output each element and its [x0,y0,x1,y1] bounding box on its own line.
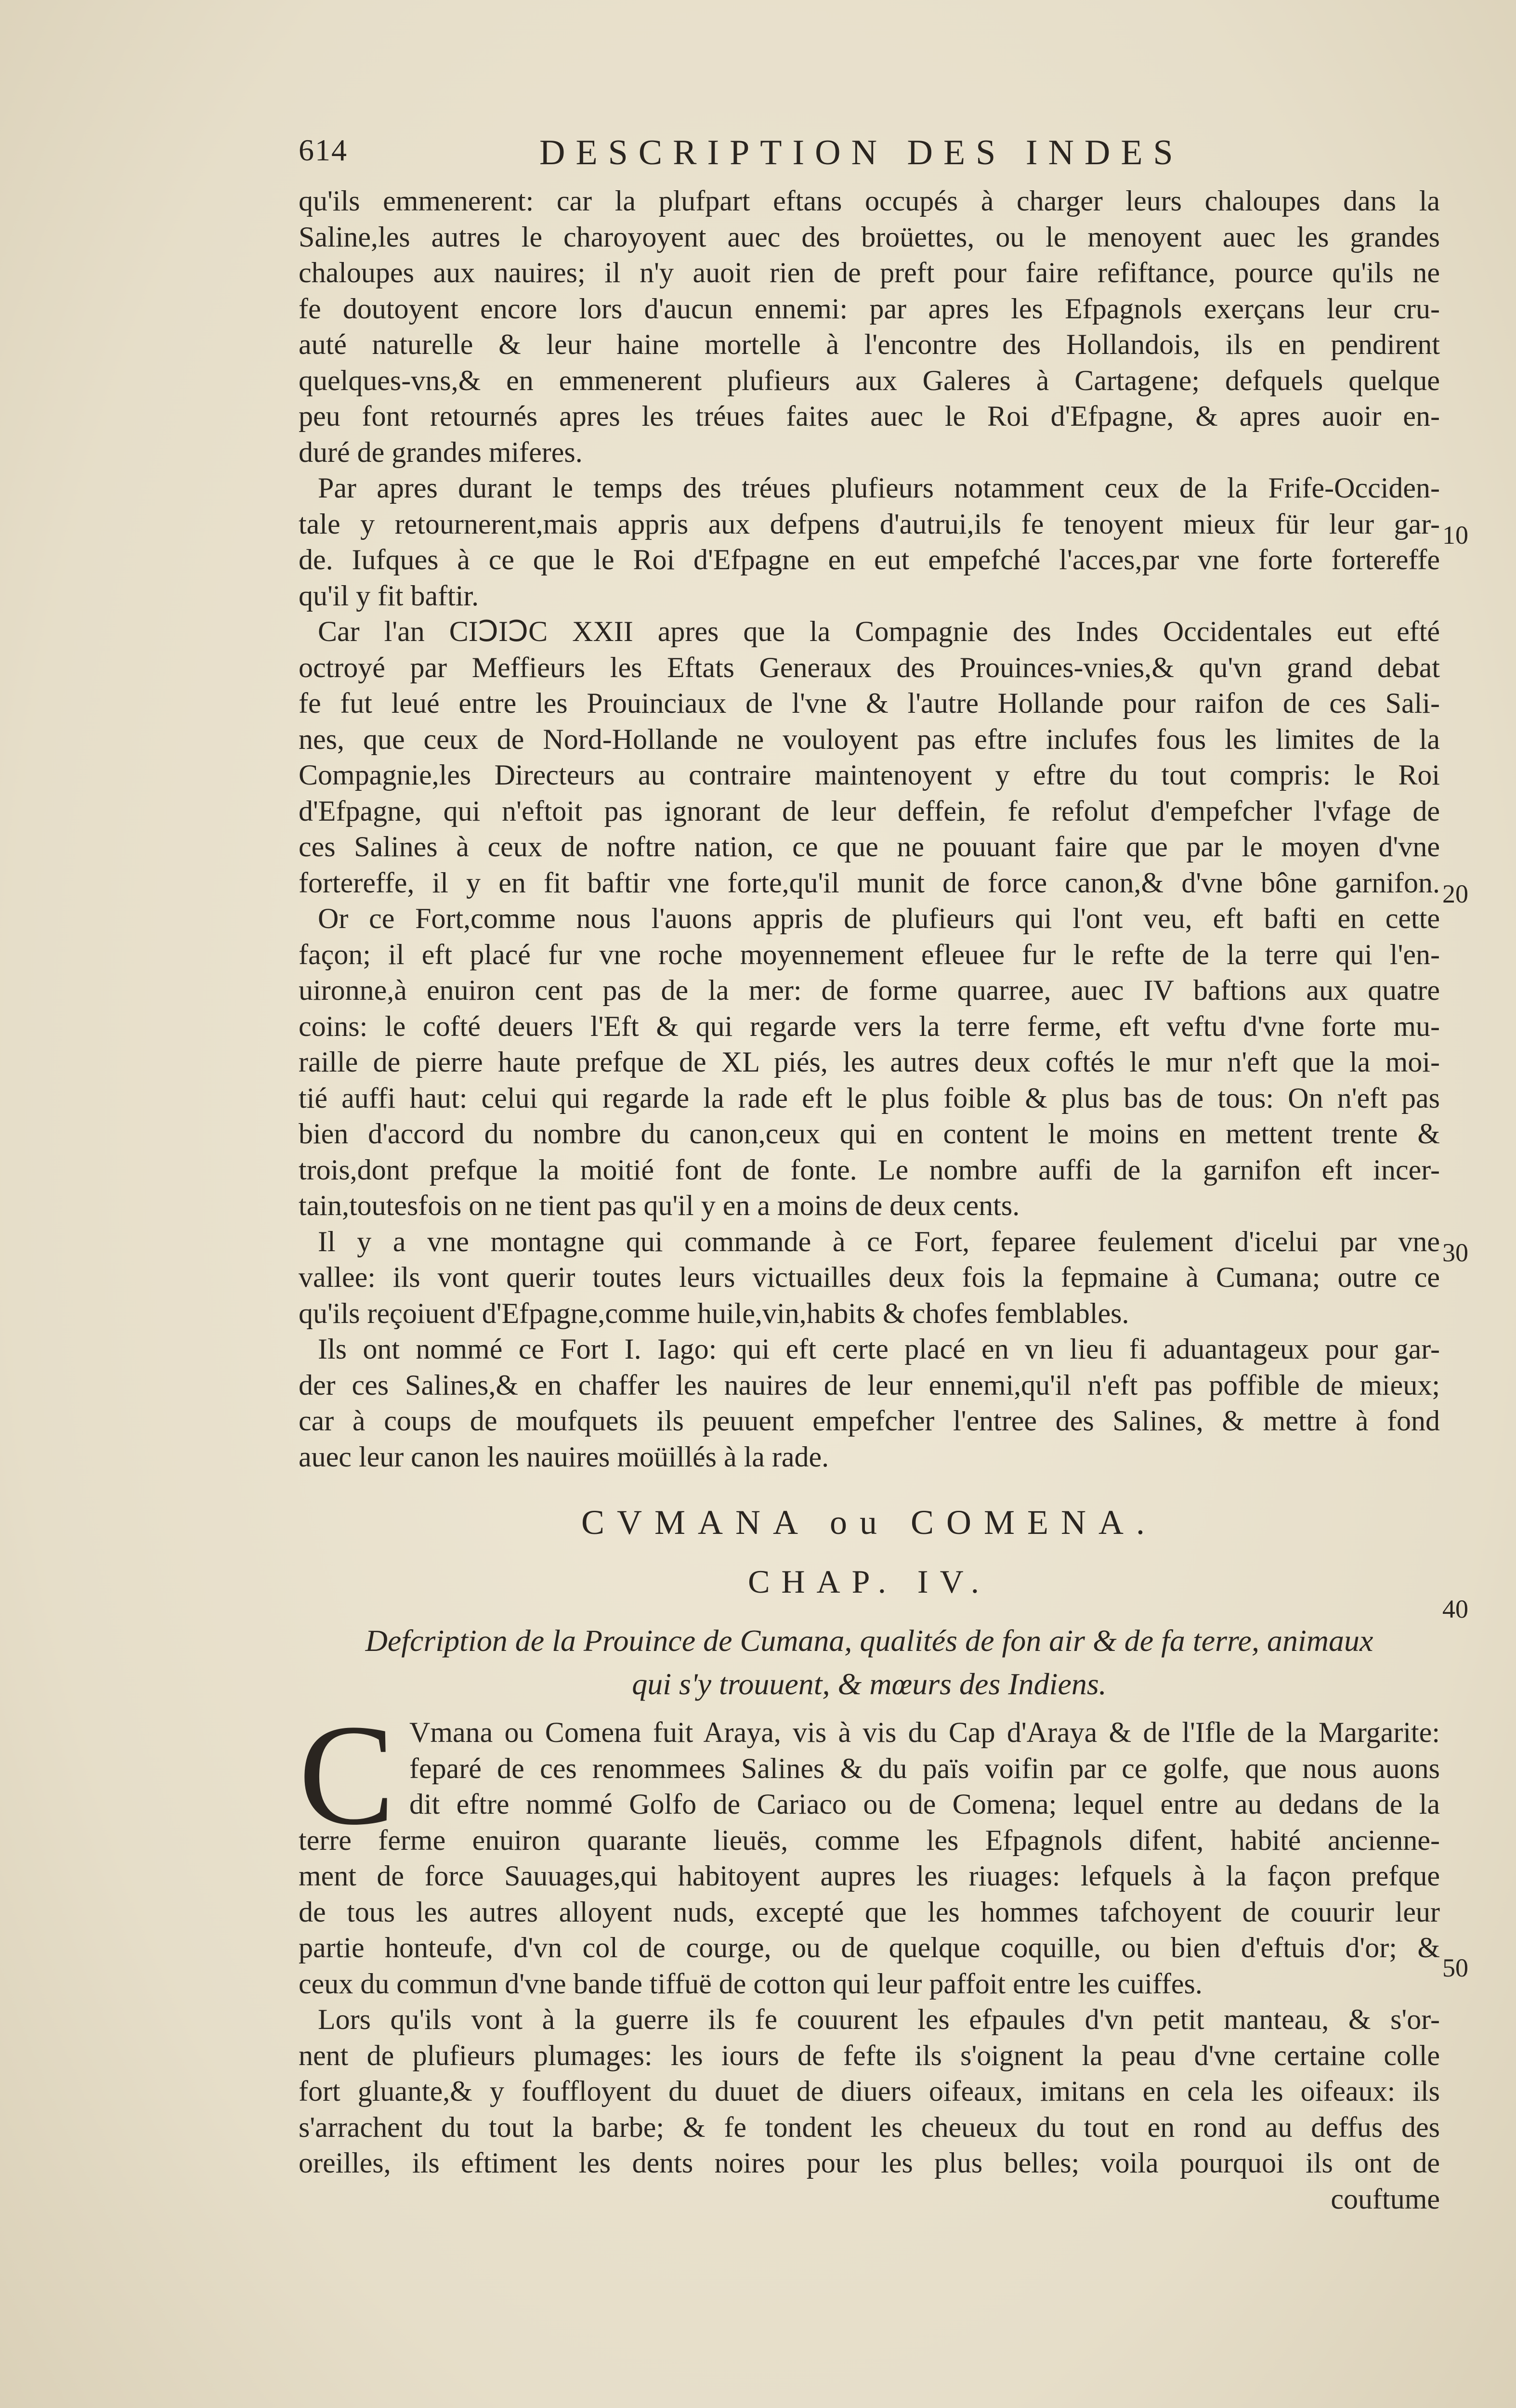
text-line: Saline,les autres le charoyoyent auec des broüettes, ou le menoyent auec les grandes [299,221,1440,253]
text-line: dit eftre nommé Golfo de Cariaco ou de Comena; lequel entre au dedans de la [409,1788,1440,1820]
text-line: d'Efpagne, qui n'eftoit pas ignorant de leur deffein, fe refolut d'empefcher l'vfage de [299,795,1440,827]
text-line: qu'ils reçoiuent d'Efpagne,comme huile,vin,habits & chofes femblables. [299,1297,1129,1329]
chapter-number: CHAP. IV. [748,1563,991,1600]
text-line: fe doutoyent encore lors d'aucun ennemi: par apres les Efpagnols exerçans leur cru- [299,292,1440,325]
chapter-subtitle: qui s'y trouuent, & mœurs des Indiens. [632,1667,1107,1701]
margin-line-number: 20 [1442,879,1468,908]
text-line: ces Salines à ceux de noftre nation, ce que ne pouuant faire que par le moyen d'vne [299,831,1440,863]
text-line: façon; il eft placé fur vne roche moyennement efleuee fur le refte de la terre qui l'en- [299,938,1440,970]
drop-capital: C [299,1695,395,1855]
section1-text [299,183,1440,1475]
text-line: car à coups de moufquets ils peuuent empefcher l'entree des Salines, & mettre à fond [299,1405,1440,1437]
text-line: tale y retournerent,mais appris aux defpens d'autrui,ils fe tenoyent mieux für leur gar- [299,508,1440,540]
folio-number: 614 [299,133,348,167]
margin-line-number: 10 [1442,521,1468,550]
text-line: oreilles, ils eftiment les dents noires pour les plus belles; voila pourquoi ils ont de [299,2147,1440,2179]
text-line: terre ferme enuiron quarante lieuës, comme les Efpagnols difent, habité ancienne- [299,1824,1440,1856]
text-line: de tous les autres alloyent nuds, excepté que les hommes tafchoyent de couurir leur [299,1896,1440,1928]
text-line: Car l'an CIↃIↃC XXII apres que la Compagnie des Indes Occidentales eut efté [318,615,1440,647]
text-line: tain,toutesfois on ne tient pas qu'il y en a moins de deux cents. [299,1190,1020,1221]
text-line: Il y a vne montagne qui commande à ce Fort, feparee feulement d'icelui par vne [318,1225,1440,1257]
text-line: Compagnie,les Directeurs au contraire maintenoyent y eftre du tout compris: le Roi [299,759,1440,791]
text-line: tié auffi haut: celui qui regarde la rade eft le plus foible & plus bas de tous: On n'eft pas [299,1082,1440,1114]
text-line: coins: le cofté deuers l'Eft & qui regarde vers la terre ferme, eft veftu d'vne forte mu- [299,1010,1440,1042]
text-line: Ils ont nommé ce Fort I. Iago: qui eft certe placé en vn lieu fi aduantageux pour gar- [318,1333,1440,1365]
text-line: ceux du commun d'vne bande tiffuë de cotton qui leur paffoit entre les cuiffes. [299,1967,1202,2000]
text-line: s'arrachent du tout la barbe; & fe tondent les cheueux du tout en rond au deffus des [299,2111,1440,2143]
text-line: quelques-vns,& en emmenerent plufieurs aux Galeres à Cartagene; defquels quelque [299,364,1440,396]
text-line: Par apres durant le temps des tréues plufieurs notamment ceux de la Frife-Occiden- [318,472,1440,504]
text-line: Lors qu'ils vont à la guerre ils fe couurent les efpaules d'vn petit manteau, & s'or- [318,2003,1440,2035]
text-line: octroyé par Meffieurs les Eftats Generaux des Prouinces-vnies,& qu'vn grand debat [299,651,1440,683]
margin-line-number: 30 [1442,1238,1468,1267]
text-line: chaloupes aux nauires; il n'y auoit rien de preft pour faire refiftance, pource qu'ils ne [299,257,1440,288]
text-line: qu'il y fit baftir. [299,579,479,612]
text-line: ment de force Sauuages,qui habitoyent aupres les riuages: lefquels à la façon prefque [299,1860,1440,1892]
margin-line-number: 50 [1442,1953,1468,1982]
text-line: Or ce Fort,comme nous l'auons appris de plufieurs qui l'ont veu, eft bafti en cette [318,903,1440,934]
text-line: raille de pierre haute prefque de XL piés, les autres deux coftés le mur n'eft que la moi- [299,1046,1440,1078]
running-title: DESCRIPTION DES INDES [539,133,1184,172]
text-line: de. Iufques à ce que le Roi d'Efpagne en eut empefché l'acces,par vne forte fortereffe [299,544,1440,576]
text-line: partie honteufe, d'vn col de courge, ou de quelque coquille, ou bien d'eftuis d'or; & [299,1932,1440,1963]
page-header [299,132,1262,181]
text-line: feparé de ces renommees Salines & du païs voifin par ce golfe, que nous auons [409,1752,1440,1784]
text-line: nes, que ceux de Nord-Hollande ne vouloyent pas eftre inclufes fous les limites de la [299,723,1440,755]
text-line: fe fut leué entre les Prouinciaux de l'vne & l'autre Hollande pour raifon de ces Sali- [299,687,1440,719]
text-line: fortereffe, il y en fit baftir vne forte,qu'il munit de force canon,& d'vne bône garnifon. [299,866,1440,899]
text-line: Vmana ou Comena fuit Araya, vis à vis du Cap d'Araya & de l'Ifle de la Margarite: [409,1716,1440,1748]
text-line: fort gluante,& y fouffloyent du duuet de diuers oifeaux, imitans en cela les oifeaux: ils [299,2075,1440,2107]
chapter-heading: CVMANA ou COMENA. [581,1503,1158,1542]
text-line: peu font retournés apres les tréues faites auec le Roi d'Efpagne, & apres auoir en- [299,400,1440,432]
text-line: vallee: ils vont querir toutes leurs victuailles deux fois la fepmaine à Cumana; outre ce [299,1261,1440,1293]
text-line: trois,dont prefque la moitié font de fonte. Le nombre auffi de la garnifon eft incer- [299,1153,1440,1186]
text-line: duré de grandes miferes. [299,436,583,468]
text-line: der ces Salines,& en chaffer les nauires de leur ennemi,qu'il n'eft pas poffible de mieux; [299,1369,1440,1401]
text-line: auté naturelle & leur haine mortelle à l'encontre des Hollandois, ils en pendirent [299,328,1440,360]
margin-line-number: 40 [1442,1595,1468,1623]
section2-text [299,1695,1440,2217]
chapter-subtitle: Defcription de la Prouince de Cumana, qualités de fon air & de fa terre, animaux [365,1623,1373,1658]
text-line: auec leur canon les nauires moüillés à la rade. [299,1440,829,1473]
text-line: nent de plufieurs plumages: les iours de fefte ils s'oignent la peau d'vne certaine colle [299,2039,1440,2071]
catchword: couftume [1331,2183,1440,2215]
text-line: qu'ils emmenerent: car la plufpart eftans occupés à charger leurs chaloupes dans la [299,185,1440,217]
text-line: uironne,à enuiron cent pas de la mer: de forme quarree, auec IV baftions aux quatre [299,974,1440,1006]
text-line: bien d'accord du nombre du canon,ceux qui en content le moins en mettent trente & [299,1118,1440,1150]
